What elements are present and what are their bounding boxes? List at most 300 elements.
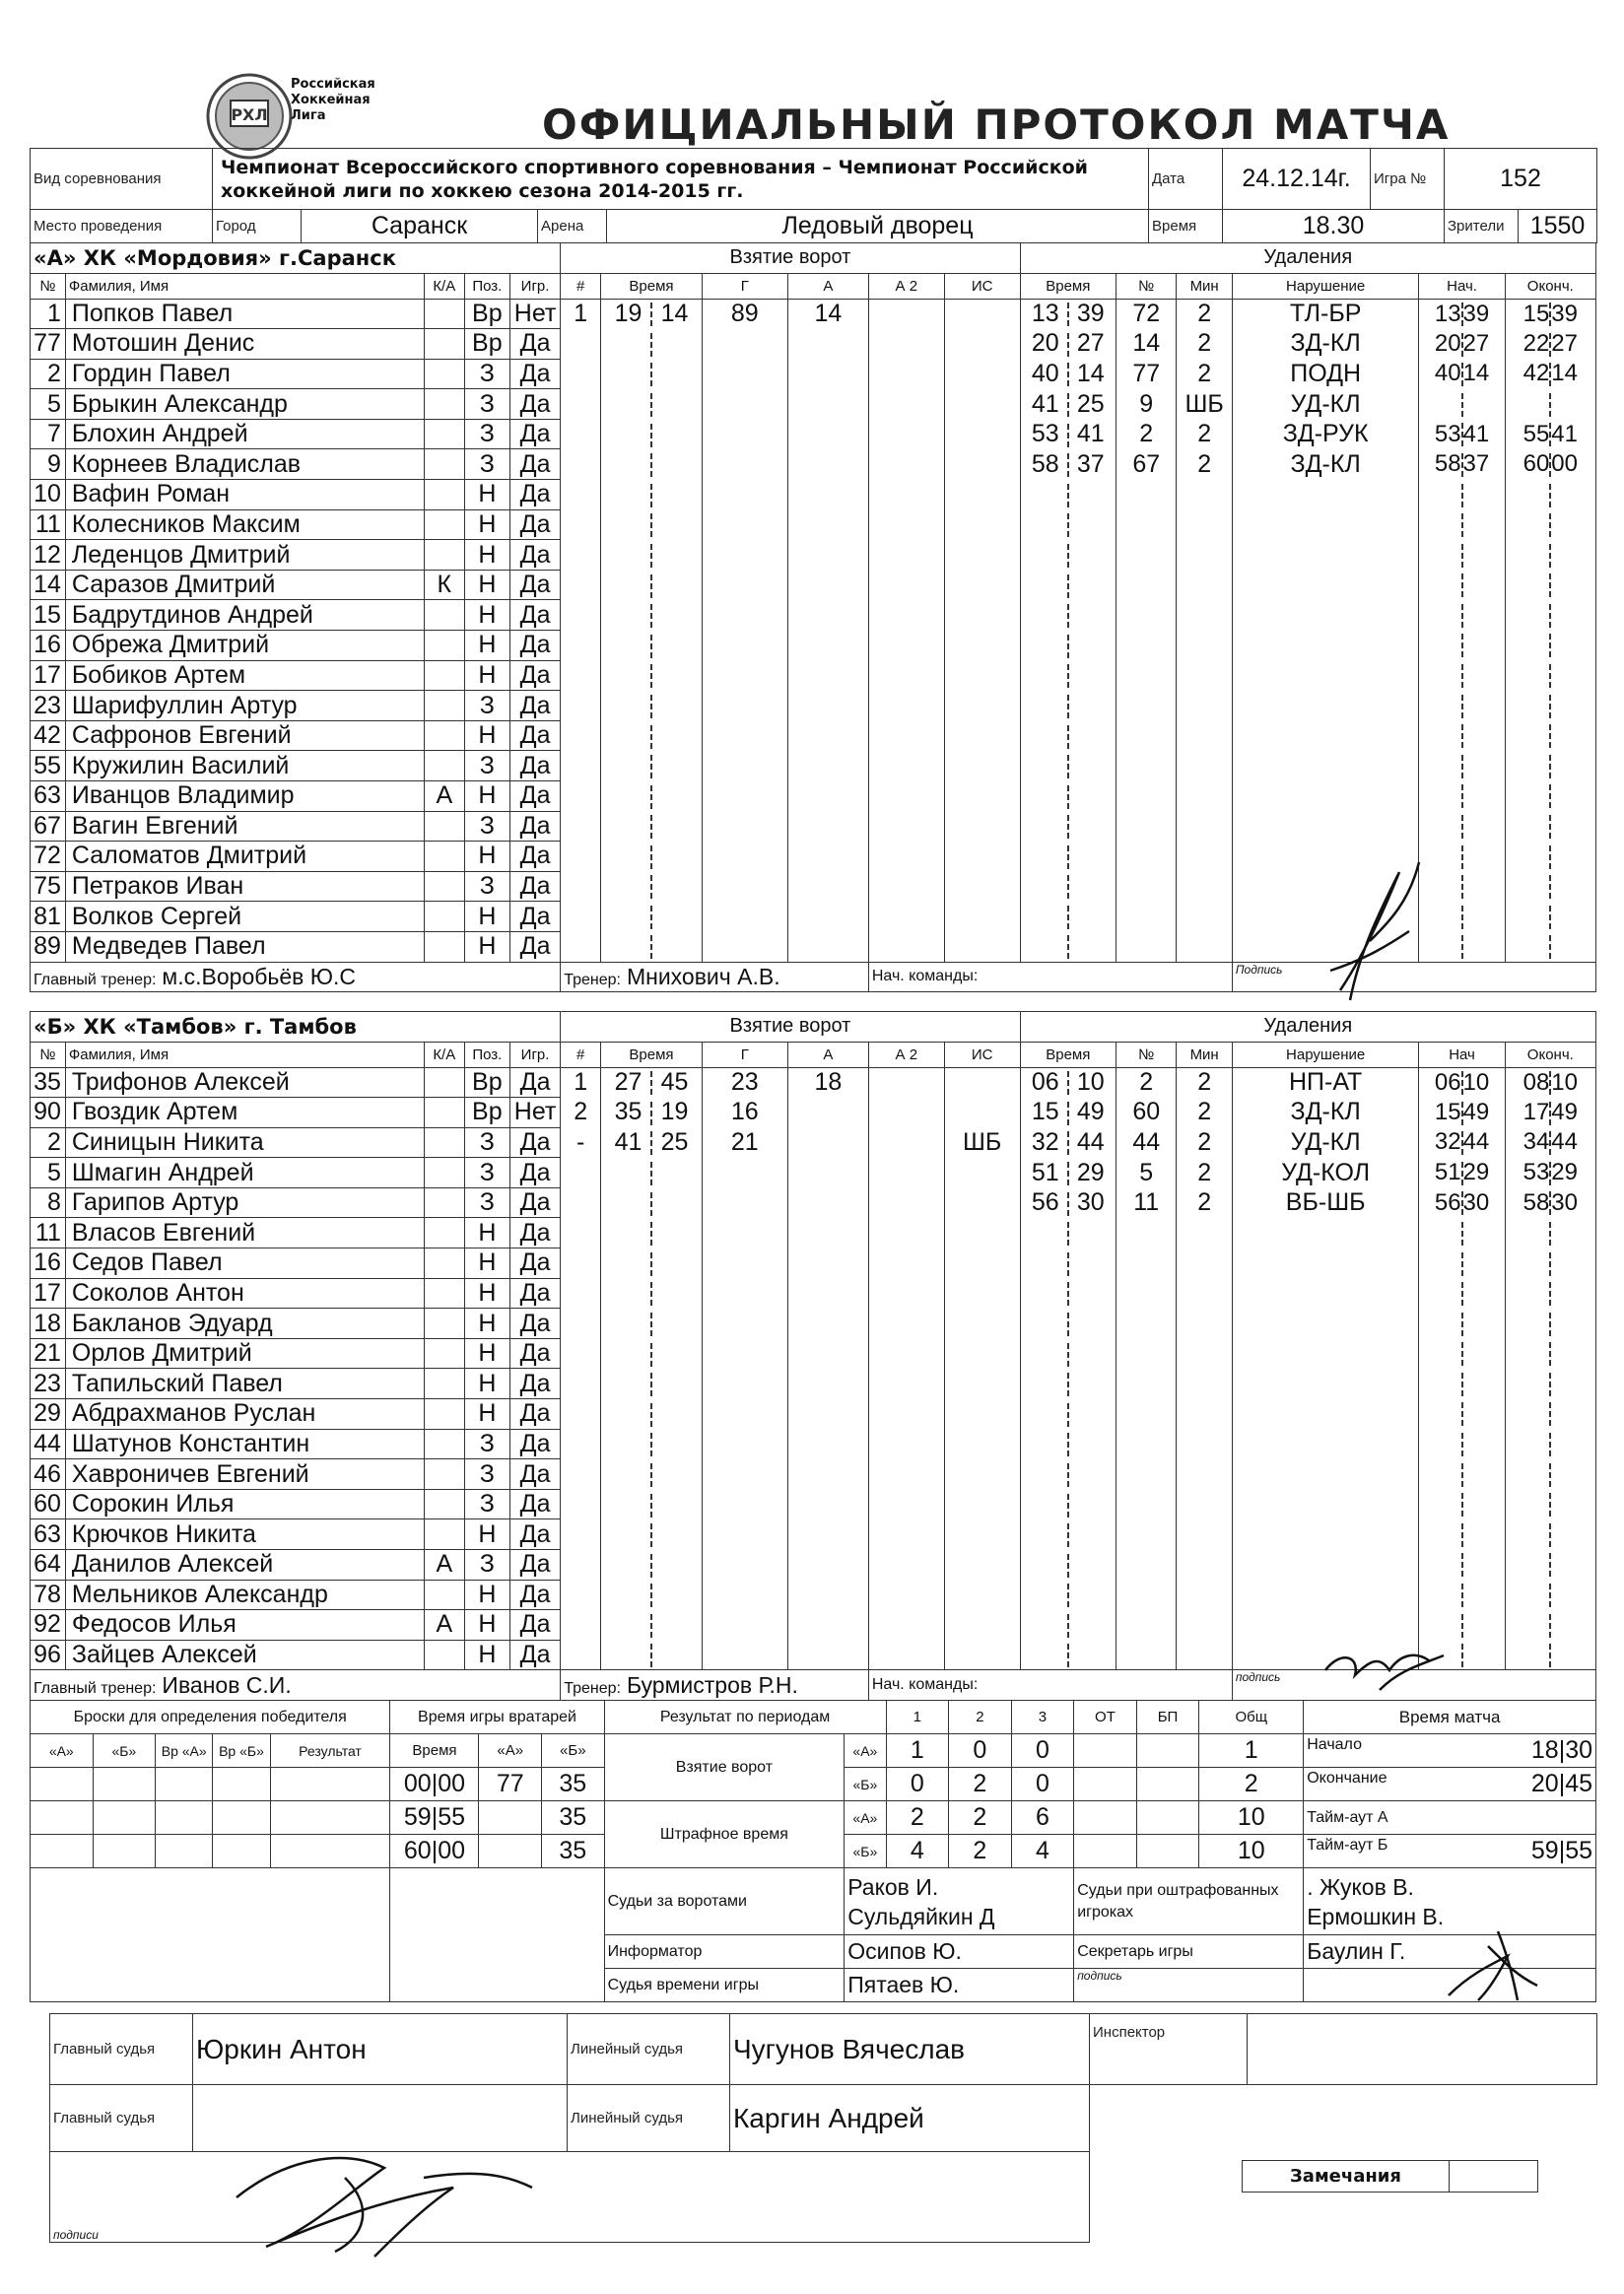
player-played: Да [509, 449, 560, 480]
player-number: 23 [31, 691, 66, 721]
team-b-row [31, 1399, 1596, 1430]
pen-a-period: 2 [886, 1801, 949, 1835]
player-name: Саразов Дмитрий [65, 570, 424, 600]
penalty-end [1505, 1399, 1595, 1430]
goal-assist-1 [787, 871, 868, 902]
penalty-minutes [1177, 600, 1232, 631]
player-role [424, 1399, 464, 1430]
time-separator [1549, 574, 1551, 597]
time-separator [1549, 1222, 1551, 1246]
time-separator [1067, 544, 1069, 568]
goal-assist-2 [868, 1459, 944, 1490]
penalty-end [1505, 1127, 1595, 1158]
goal-time [601, 720, 703, 751]
referee-signature-icon [227, 2138, 542, 2266]
penalty-end [1505, 1519, 1595, 1550]
goal-time [601, 359, 703, 389]
goal-assist-2 [868, 1338, 944, 1369]
time-separator [1549, 1463, 1551, 1487]
goal-time [601, 631, 703, 661]
penalty-end-second: 27 [1551, 329, 1578, 357]
goal-scorer [702, 871, 787, 902]
timekeeper: Пятаев Ю. [845, 1969, 1074, 2002]
player-number: 14 [31, 570, 66, 600]
goal-assist-1 [787, 1127, 868, 1158]
penalty-end [1505, 359, 1595, 389]
penalty-end [1505, 811, 1595, 842]
goal-time [601, 842, 703, 872]
shootout-cell [213, 1801, 270, 1835]
team-a-row [31, 660, 1596, 691]
penalty-time [1020, 1459, 1116, 1490]
pen-b-period: 10 [1199, 1835, 1304, 1868]
time-separator [650, 1523, 652, 1547]
goal-number [561, 902, 601, 932]
penalty-minutes: 2 [1177, 329, 1232, 360]
team-b-col-pen-time: Время [1020, 1042, 1116, 1067]
penalty-time [1020, 1127, 1116, 1158]
player-name: Попков Павел [65, 299, 424, 329]
penalty-end [1505, 1610, 1595, 1641]
goal-time [601, 1338, 703, 1369]
shootout-cell [270, 1801, 390, 1835]
player-number: 9 [31, 449, 66, 480]
goal-scorer: 89 [702, 299, 787, 329]
team-b-col-pos: Поз. [464, 1042, 509, 1067]
goal-scorer [702, 600, 787, 631]
time-separator [650, 815, 652, 839]
goal-assist-1 [787, 509, 868, 540]
time-separator [650, 695, 652, 718]
team-b-row [31, 1127, 1596, 1158]
league-logo-text: Российская Хоккейная Лига [291, 77, 375, 123]
goal-number [561, 1429, 601, 1459]
penalty-start [1419, 660, 1505, 691]
goal-scorer [702, 1519, 787, 1550]
penalty-violation [1232, 1489, 1419, 1519]
penalty-time [1020, 691, 1116, 721]
goal-time [601, 1489, 703, 1519]
team-a-row [31, 540, 1596, 571]
date-value: 24.12.14г. [1223, 149, 1371, 210]
goal-assist-1 [787, 1399, 868, 1430]
goal-assist-2 [868, 751, 944, 781]
penalty-time [1020, 540, 1116, 571]
player-name: Гарипов Артур [65, 1187, 424, 1218]
penalty-start [1419, 1610, 1505, 1641]
penalty-player: 9 [1116, 389, 1177, 420]
time-separator [1461, 875, 1463, 899]
time-separator [1067, 1282, 1069, 1306]
time-separator [1067, 574, 1069, 598]
goal-assist-2 [868, 540, 944, 571]
player-role [424, 359, 464, 389]
goal-assist-2 [868, 299, 944, 329]
player-number: 42 [31, 720, 66, 751]
goal-number [561, 1309, 601, 1339]
player-number: 67 [31, 811, 66, 842]
penalty-judges-label: Судьи при оштрафованных игроках [1074, 1868, 1304, 1935]
goal-situation [944, 1580, 1020, 1610]
time-separator [650, 1222, 652, 1246]
penalty-second: 44 [1076, 1127, 1105, 1156]
time-separator [650, 1644, 652, 1667]
player-number: 11 [31, 509, 66, 540]
goal-situation [944, 480, 1020, 510]
team-b-row [31, 1218, 1596, 1248]
penalty-end [1505, 1158, 1595, 1188]
time-separator [1461, 664, 1463, 688]
team-a-penalties-title: Удаления [1020, 243, 1595, 274]
player-number: 75 [31, 871, 66, 902]
goal-number [561, 1369, 601, 1399]
signature-label: Подпись [1232, 962, 1595, 992]
goal-time [601, 540, 703, 571]
penalty-second: 30 [1076, 1188, 1105, 1217]
end-time: 20|45 [1530, 1770, 1592, 1797]
player-position: Вр [464, 1098, 509, 1128]
team-a-row [31, 329, 1596, 360]
penalty-end [1505, 842, 1595, 872]
penalty-player [1116, 1218, 1177, 1248]
player-name: Вагин Евгений [65, 811, 424, 842]
player-number: 5 [31, 389, 66, 420]
team-b-row [31, 1580, 1596, 1610]
player-number: 21 [31, 1338, 66, 1369]
penalty-time [1020, 359, 1116, 389]
timeout-b-label: Тайм-аут Б [1307, 1837, 1388, 1854]
team-b-row [31, 1098, 1596, 1128]
goal-situation [944, 1309, 1020, 1339]
team-chief-label: Нач. команды: [868, 1670, 1232, 1701]
game-number: 152 [1445, 149, 1597, 210]
player-position: Н [464, 1218, 509, 1248]
team-b-col-a: А [787, 1042, 868, 1067]
player-position: Н [464, 540, 509, 571]
penalty-end-minute: 60 [1522, 450, 1550, 478]
penalty-player: 67 [1116, 449, 1177, 480]
team-b-col-pen-violation: Нарушение [1232, 1042, 1419, 1067]
shootout-cell [270, 1835, 390, 1868]
penalty-violation [1232, 1429, 1419, 1459]
goal-assist-2 [868, 1369, 944, 1399]
penalty-minutes [1177, 1309, 1232, 1339]
penalty-time [1020, 480, 1116, 510]
penalty-end-second: 30 [1551, 1188, 1578, 1216]
player-played: Да [509, 1459, 560, 1490]
penalty-violation [1232, 1369, 1419, 1399]
goals-b-period [1136, 1768, 1199, 1801]
period-col: ОТ [1074, 1701, 1137, 1734]
pen-a-period: 6 [1011, 1801, 1074, 1835]
player-number: 5 [31, 1158, 66, 1188]
goal-number [561, 480, 601, 510]
goal-number [561, 871, 601, 902]
team-a-row [31, 449, 1596, 480]
penalty-end [1505, 540, 1595, 571]
signatures-label: подписи [50, 2152, 1090, 2243]
penalty-player [1116, 570, 1177, 600]
goal-scorer [702, 751, 787, 781]
penalty-player [1116, 600, 1177, 631]
penalty-time [1020, 1098, 1116, 1128]
penalty-time [1020, 600, 1116, 631]
competition-label: Вид соревнования [31, 149, 213, 210]
time-separator [1461, 393, 1463, 417]
penalty-violation [1232, 570, 1419, 600]
player-position: З [464, 419, 509, 449]
penalty-minutes [1177, 1248, 1232, 1279]
gk-time: 00|00 [390, 1768, 479, 1801]
player-number: 60 [31, 1489, 66, 1519]
time-separator [650, 635, 652, 658]
summary-table [30, 1700, 1596, 2002]
penalty-end [1505, 1429, 1595, 1459]
goal-situation [944, 902, 1020, 932]
player-position: Вр [464, 329, 509, 360]
player-number: 16 [31, 631, 66, 661]
player-played: Да [509, 811, 560, 842]
penalty-end-second: 00 [1551, 450, 1578, 478]
gk-a [479, 1835, 542, 1868]
goal-scorer: 23 [702, 1067, 787, 1098]
penalty-minutes: 2 [1177, 1067, 1232, 1098]
shootout-cell [156, 1768, 213, 1801]
player-position: Н [464, 931, 509, 962]
remarks-box [1242, 2160, 1538, 2193]
player-role [424, 1127, 464, 1158]
goal-scorer [702, 449, 787, 480]
shootout-cell [31, 1801, 94, 1835]
player-name: Данилов Алексей [65, 1550, 424, 1581]
penalty-violation: НП-АТ [1232, 1067, 1419, 1098]
penalty-start [1419, 570, 1505, 600]
referee-label-1: Главный судья [50, 2014, 193, 2085]
penalty-start-minute: 56 [1434, 1188, 1461, 1216]
team-a-row [31, 751, 1596, 781]
penalty-start-second: 41 [1462, 420, 1490, 447]
goal-time [601, 1248, 703, 1279]
penalty-end [1505, 1550, 1595, 1581]
player-name: Мельников Александр [65, 1580, 424, 1610]
player-number: 7 [31, 419, 66, 449]
penalty-end [1505, 1248, 1595, 1279]
shootout-cell [31, 1768, 94, 1801]
team-b-col-is: ИС [944, 1042, 1020, 1067]
player-name: Блохин Андрей [65, 419, 424, 449]
penalty-time [1020, 1519, 1116, 1550]
penalty-end-minute: 55 [1522, 420, 1550, 447]
time-separator [1549, 1402, 1551, 1426]
goal-second: 19 [660, 1098, 689, 1126]
time-separator [1067, 484, 1069, 507]
player-name: Хавроничев Евгений [65, 1459, 424, 1490]
goal-assist-2 [868, 631, 944, 661]
penalty-time-label: Штрафное время [604, 1801, 845, 1868]
time-separator [1549, 815, 1551, 839]
goal-time [601, 1067, 703, 1098]
penalty-violation [1232, 751, 1419, 781]
team-a-row [31, 419, 1596, 449]
goal-time [601, 1309, 703, 1339]
player-position: Н [464, 509, 509, 540]
time-separator [1461, 1282, 1463, 1306]
player-role [424, 1187, 464, 1218]
player-played: Да [509, 720, 560, 751]
time-separator [650, 1162, 652, 1185]
team-b-col-g: Г [702, 1042, 787, 1067]
player-position: З [464, 389, 509, 420]
goal-assist-1: 18 [787, 1067, 868, 1098]
player-number: 10 [31, 480, 66, 510]
penalty-minutes [1177, 631, 1232, 661]
time-separator [1461, 1402, 1463, 1426]
player-number: 44 [31, 1429, 66, 1459]
match-time-title: Время матча [1304, 1701, 1596, 1734]
penalty-end [1505, 902, 1595, 932]
penalty-player [1116, 660, 1177, 691]
player-number: 15 [31, 600, 66, 631]
goal-time [601, 389, 703, 420]
penalty-minutes [1177, 751, 1232, 781]
goal-assist-1 [787, 1550, 868, 1581]
penalty-minute: 15 [1031, 1098, 1059, 1126]
time-separator [1461, 1222, 1463, 1246]
penalty-minutes: 2 [1177, 419, 1232, 449]
player-position: З [464, 359, 509, 389]
player-role [424, 902, 464, 932]
goal-assist-2 [868, 1309, 944, 1339]
goal-situation [944, 1098, 1020, 1128]
time-separator [650, 544, 652, 568]
player-position: З [464, 1429, 509, 1459]
player-number: 2 [31, 359, 66, 389]
penalty-minutes [1177, 660, 1232, 691]
penalty-minutes: ШБ [1177, 389, 1232, 420]
shootout-col: «А» [31, 1734, 94, 1768]
player-role [424, 1218, 464, 1248]
goal-number [561, 1519, 601, 1550]
penalty-start-minute: 51 [1434, 1159, 1461, 1186]
goal-judges: Раков И. Сульдяйкин Д [845, 1868, 1074, 1935]
goal-time [601, 419, 703, 449]
player-name: Гвоздик Артем [65, 1098, 424, 1128]
penalty-start-second: 30 [1462, 1188, 1490, 1216]
penalty-start [1419, 540, 1505, 571]
penalty-end-minute: 53 [1522, 1159, 1550, 1186]
goal-situation [944, 1369, 1020, 1399]
penalty-start-minute: 40 [1434, 360, 1461, 387]
team-a-col-no: № [31, 273, 66, 299]
penalty-player: 5 [1116, 1158, 1177, 1188]
player-position: Н [464, 720, 509, 751]
player-position: Н [464, 842, 509, 872]
team-b-row [31, 1338, 1596, 1369]
goal-situation [944, 509, 1020, 540]
team-b-tag: «Б» [845, 1835, 886, 1868]
penalty-time [1020, 1580, 1116, 1610]
penalty-time [1020, 751, 1116, 781]
penalty-player [1116, 1309, 1177, 1339]
time-separator [1549, 634, 1551, 657]
player-name: Колесников Максим [65, 509, 424, 540]
period-col: 2 [949, 1701, 1012, 1734]
team-b-row [31, 1309, 1596, 1339]
player-number: 16 [31, 1248, 66, 1279]
goal-time [601, 509, 703, 540]
time-separator [650, 1282, 652, 1306]
penalty-minutes: 2 [1177, 1187, 1232, 1218]
time-separator [1067, 1584, 1069, 1607]
player-role [424, 419, 464, 449]
team-a-col-pen-start: Нач. [1419, 273, 1505, 299]
time-separator [1461, 1463, 1463, 1487]
time-separator [1549, 695, 1551, 718]
time-separator [1549, 1282, 1551, 1306]
penalty-end [1505, 480, 1595, 510]
penalty-violation [1232, 1580, 1419, 1610]
goal-situation [944, 1519, 1020, 1550]
penalty-start [1419, 902, 1505, 932]
goal-scorer [702, 1338, 787, 1369]
penalty-violation [1232, 1309, 1419, 1339]
goal-time [601, 1218, 703, 1248]
time-separator [1067, 1403, 1069, 1427]
penalty-minutes [1177, 480, 1232, 510]
time-separator [1461, 1614, 1463, 1638]
goal-situation: ШБ [944, 1127, 1020, 1158]
time-separator [1549, 513, 1551, 537]
team-a-col-pen-time: Время [1020, 273, 1116, 299]
goal-scorer [702, 660, 787, 691]
penalty-violation [1232, 480, 1419, 510]
shootout-cell [93, 1835, 156, 1868]
team-b-col-no: № [31, 1042, 66, 1067]
time-separator [1549, 784, 1551, 808]
goals-a-period [1136, 1734, 1199, 1768]
goal-assist-2 [868, 1098, 944, 1128]
player-number: 92 [31, 1610, 66, 1641]
penalty-minutes: 2 [1177, 299, 1232, 329]
team-a-col-time: Время [601, 273, 703, 299]
penalty-time [1020, 570, 1116, 600]
informator: Осипов Ю. [845, 1935, 1074, 1969]
goal-situation [944, 1610, 1020, 1641]
penalty-player [1116, 509, 1177, 540]
goal-time [601, 329, 703, 360]
goal-minute: 35 [614, 1098, 643, 1126]
goal-scorer [702, 1550, 787, 1581]
goal-number [561, 1459, 601, 1490]
goal-assist-2 [868, 842, 944, 872]
time-separator [1461, 1342, 1463, 1366]
time-separator [1067, 906, 1069, 929]
signature-label: подпись [1232, 1670, 1595, 1701]
penalty-end [1505, 781, 1595, 812]
time-separator [650, 906, 652, 929]
penalty-player: 2 [1116, 419, 1177, 449]
team-a-row [31, 631, 1596, 661]
player-role [424, 1580, 464, 1610]
time-separator [1549, 1553, 1551, 1577]
goal-situation [944, 419, 1020, 449]
goal-number [561, 720, 601, 751]
timeout-b-time: 59|55 [1530, 1837, 1592, 1864]
goal-assist-2 [868, 1429, 944, 1459]
time-separator [1067, 725, 1069, 749]
player-position: З [464, 1158, 509, 1188]
time-separator [1549, 1644, 1551, 1667]
